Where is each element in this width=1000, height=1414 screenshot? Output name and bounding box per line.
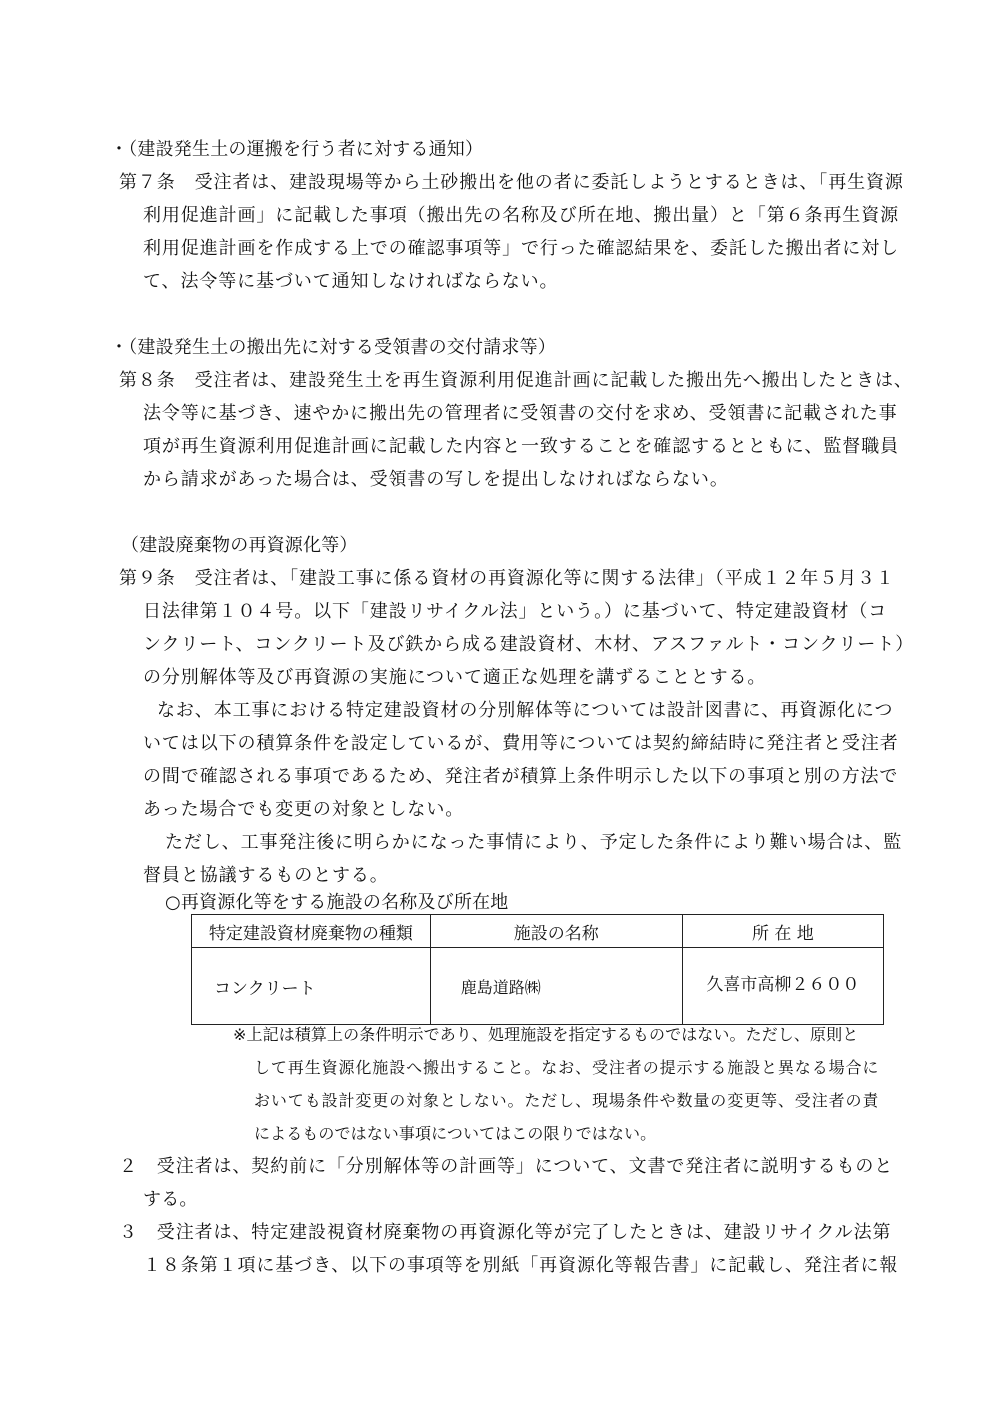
article-9-line-1: 第９条 受注者は、「建設工事に係る資材の再資源化等に関する法律」（平成１２年５月３１ bbox=[119, 568, 895, 589]
cell-waste-type: コンクリート bbox=[192, 948, 431, 1025]
item-3-line-1: ３ 受注者は、特定建設視資材廃棄物の再資源化等が完了したときは、建設リサイクル法第 bbox=[119, 1222, 892, 1243]
article-8-line-1: 第８条 受注者は、建設発生土を再生資源利用促進計画に記載した搬出先へ搬出したときは、 bbox=[119, 370, 913, 391]
article-8-line-4: から請求があった場合は、受領書の写しを提出しなければならない。 bbox=[143, 469, 729, 490]
facility-caption: ○再資源化等をする施設の名称及び所在地 bbox=[165, 892, 509, 913]
item-2-line-1: ２ 受注者は、契約前に「分別解体等の計画等」について、文書で発注者に説明するものと bbox=[119, 1156, 894, 1177]
article-9-line-9: ただし、工事発注後に明らかになった事情により、予定した条件により難い場合は、監 bbox=[165, 832, 903, 853]
header-location: 所 在 地 bbox=[682, 915, 883, 948]
table-row bbox=[192, 948, 884, 1025]
facility-table bbox=[191, 914, 884, 1025]
article-9-line-3: ンクリート、コンクリート及び鉄から成る建設資材、木材、アスファルト・コンクリート） bbox=[143, 634, 915, 655]
article-9-line-5: なお、本工事における特定建設資材の分別解体等については設計図書に、再資源化につ bbox=[157, 700, 894, 721]
header-facility-name: 施設の名称 bbox=[430, 915, 682, 948]
article-9-line-4: の分別解体等及び再資源の実施について適正な処理を講ずることとする。 bbox=[143, 667, 767, 688]
article-9-line-7: の間で確認される事項であるため、発注者が積算上条件明示した以下の事項と別の方法で bbox=[143, 766, 899, 787]
article-8-line-2: 法令等に基づき、速やかに搬出先の管理者に受領書の交付を求め、受領書に記載された事 bbox=[143, 403, 898, 424]
cell-location: 久喜市高柳２６００ bbox=[682, 948, 883, 1025]
note-line-4: によるものではない事項についてはこの限りではない。 bbox=[254, 1124, 657, 1143]
article-8-line-3: 項が再生資源利用促進計画に記載した内容と一致することを確認するとともに、監督職員 bbox=[143, 436, 899, 457]
section-heading-article-7: ・（建設発生土の運搬を行う者に対する通知） bbox=[110, 139, 484, 160]
article-9-line-6: いては以下の積算条件を設定しているが、費用等については契約締結時に発注者と受注者 bbox=[143, 733, 899, 754]
article-7-line-3: 利用促進計画を作成する上での確認事項等」で行った確認結果を、委託した搬出者に対し bbox=[143, 238, 899, 259]
article-7-line-4: て、法令等に基づいて通知しなければならない。 bbox=[143, 271, 559, 292]
section-heading-article-9: （建設廃棄物の再資源化等） bbox=[121, 535, 358, 556]
item-2-line-2: する。 bbox=[143, 1189, 198, 1210]
article-7-line-2: 利用促進計画」に記載した事項（搬出先の名称及び所在地、搬出量）と「第６条再生資源 bbox=[143, 205, 899, 226]
note-line-1: ※上記は積算上の条件明示であり、処理施設を指定するものではない。ただし、原則と bbox=[233, 1025, 859, 1044]
facility-table-header-row bbox=[192, 915, 884, 948]
article-9-line-8: あった場合でも変更の対象としない。 bbox=[143, 799, 465, 820]
item-3-line-2: １８条第１項に基づき、以下の事項等を別紙「再資源化等報告書」に記載し、発注者に報 bbox=[143, 1255, 899, 1276]
section-heading-article-8: ・（建設発生土の搬出先に対する受領書の交付請求等） bbox=[110, 337, 556, 358]
article-9-line-10: 督員と協議するものとする。 bbox=[143, 865, 389, 886]
article-7-line-1: 第７条 受注者は、建設現場等から土砂搬出を他の者に委託しようとするときは、「再生資源 bbox=[119, 172, 904, 193]
cell-facility-name: 鹿島道路㈱ bbox=[430, 948, 682, 1025]
header-waste-type: 特定建設資材廃棄物の種類 bbox=[192, 915, 431, 948]
note-line-3: おいても設計変更の対象としない。ただし、現場条件や数量の変更等、受注者の責 bbox=[254, 1091, 880, 1110]
article-9-line-2: 日法律第１０４号。以下「建設リサイクル法」という。）に基づいて、特定建設資材（コ bbox=[143, 601, 888, 622]
note-line-2: して再生資源化施設へ搬出すること。なお、受注者の提示する施設と異なる場合に bbox=[254, 1058, 880, 1077]
